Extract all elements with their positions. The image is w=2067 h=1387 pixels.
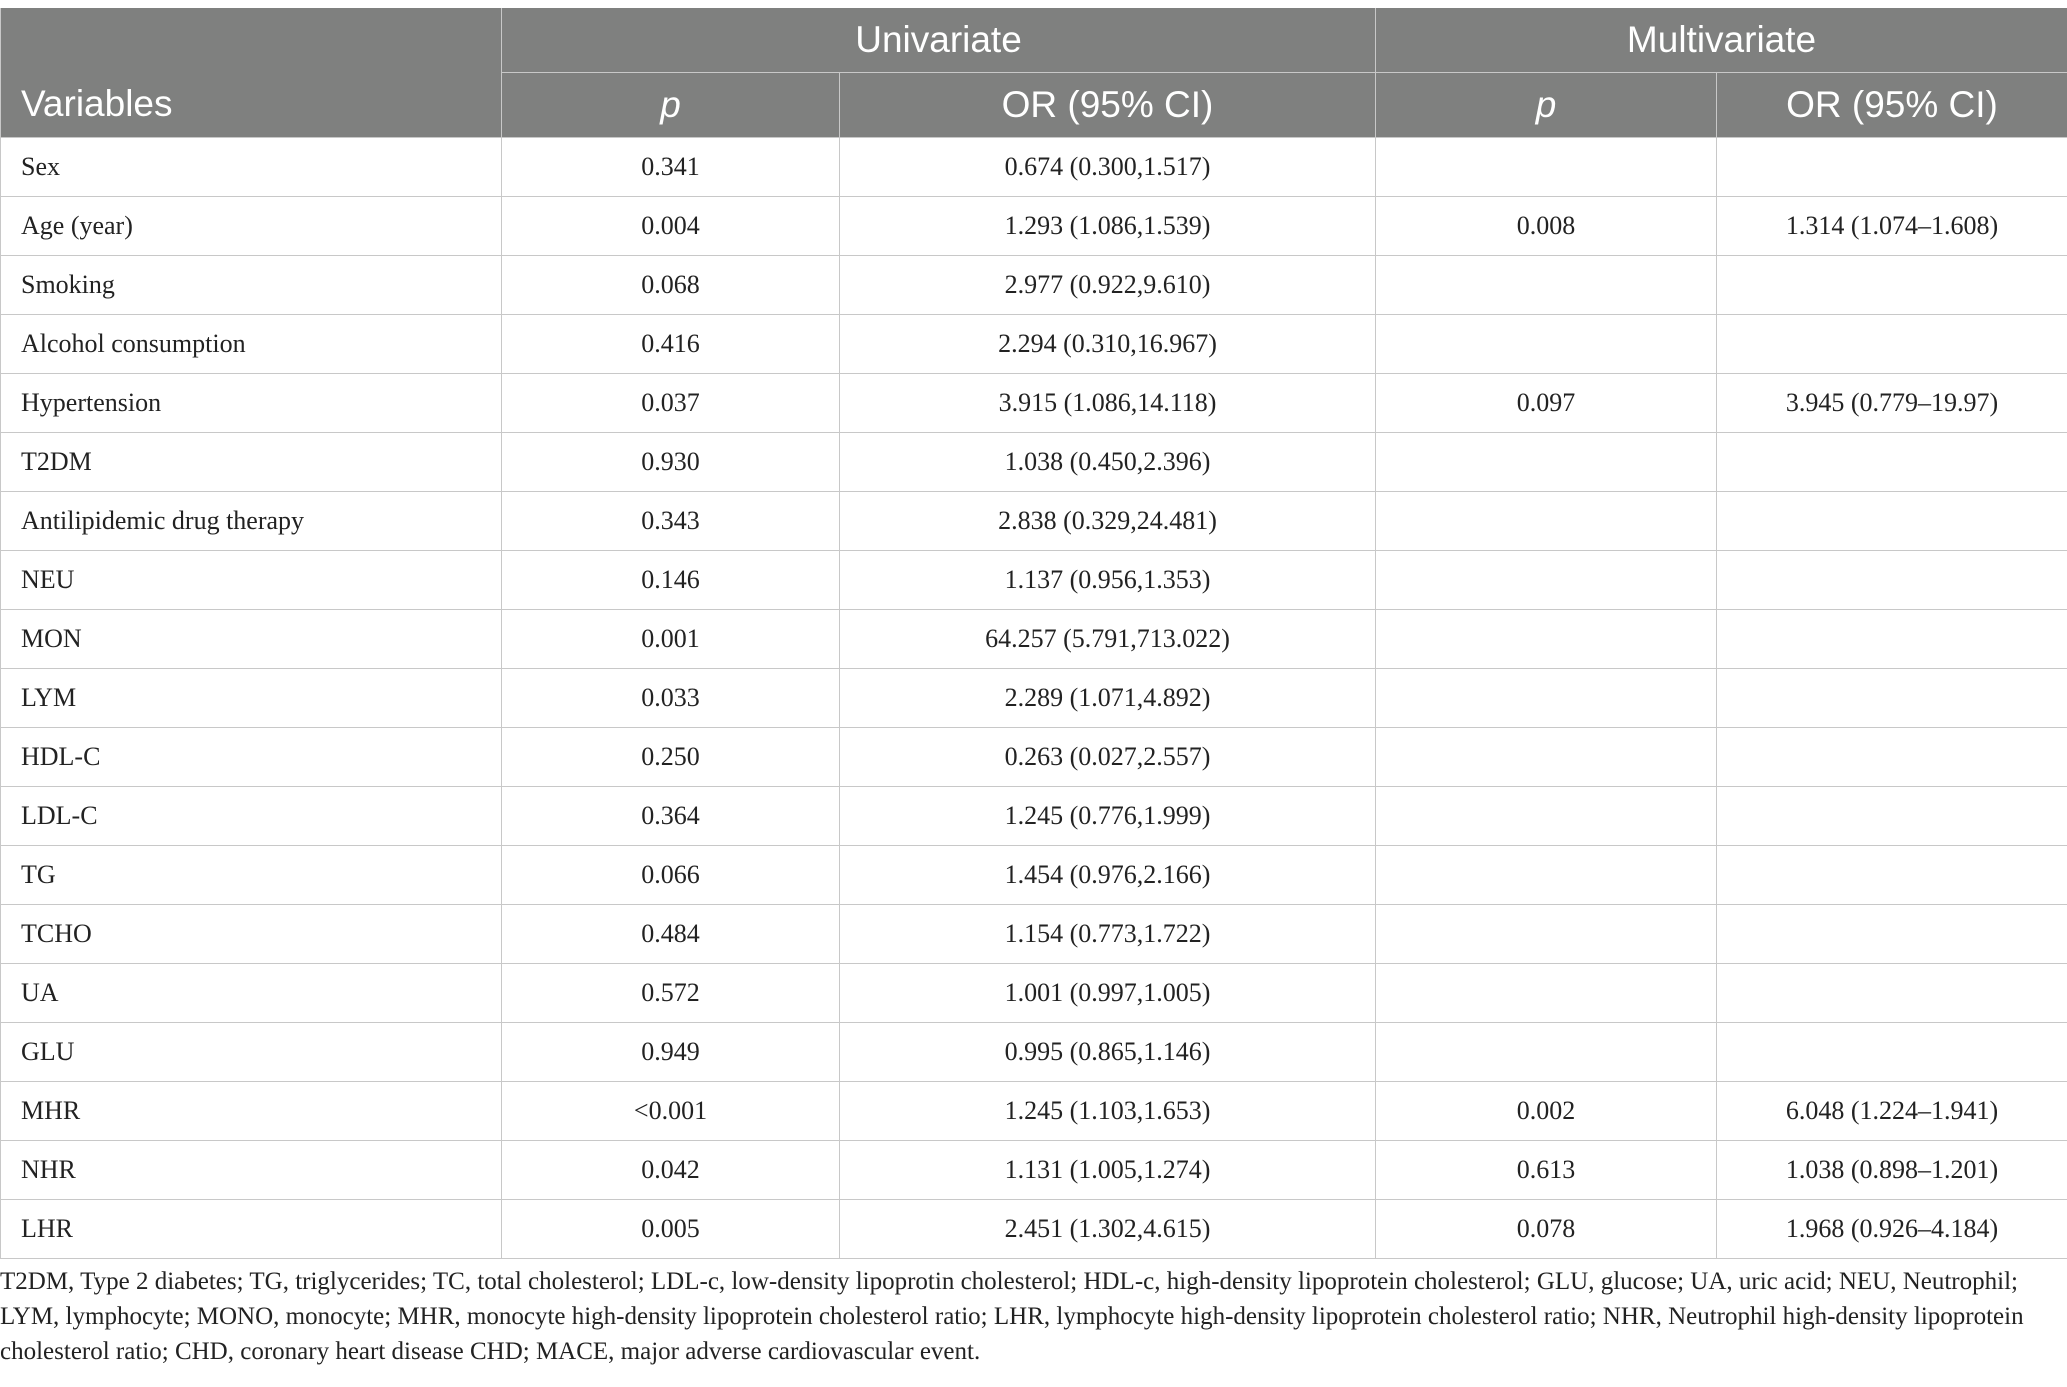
multivariate-or-cell [1717,610,2067,669]
table-row [1,374,2067,433]
univariate-or-cell: 2.451 (1.302,4.615) [840,1200,1376,1259]
variable-cell: Sex [1,138,502,197]
multivariate-or-cell [1717,669,2067,728]
multivariate-or-cell [1717,492,2067,551]
multivariate-p-cell [1376,315,1717,374]
table-row [1,1082,2067,1141]
univariate-or-header: OR (95% CI) [840,73,1376,138]
multivariate-p-cell [1376,905,1717,964]
univariate-p-cell: <0.001 [502,1082,840,1141]
variable-cell: LDL-C [1,787,502,846]
multivariate-or-cell: 1.314 (1.074–1.608) [1717,197,2067,256]
table-row [1,846,2067,905]
multivariate-p-cell [1376,610,1717,669]
univariate-p-cell: 0.068 [502,256,840,315]
multivariate-or-cell: 3.945 (0.779–19.97) [1717,374,2067,433]
table-row [1,551,2067,610]
univariate-or-cell: 1.245 (0.776,1.999) [840,787,1376,846]
multivariate-or-cell [1717,846,2067,905]
univariate-p-header: p [502,73,840,138]
univariate-or-cell: 0.263 (0.027,2.557) [840,728,1376,787]
variable-cell: LHR [1,1200,502,1259]
table-row [1,610,2067,669]
multivariate-or-cell: 1.038 (0.898–1.201) [1717,1141,2067,1200]
variable-cell: TCHO [1,905,502,964]
univariate-p-cell: 0.343 [502,492,840,551]
multivariate-p-cell [1376,728,1717,787]
table-row [1,138,2067,197]
table-header [1,8,2067,138]
variable-cell: MHR [1,1082,502,1141]
variable-cell: Hypertension [1,374,502,433]
univariate-or-cell: 2.294 (0.310,16.967) [840,315,1376,374]
table-row [1,1200,2067,1259]
table-row [1,787,2067,846]
table-row [1,669,2067,728]
multivariate-p-header: p [1376,73,1717,138]
multivariate-or-cell: 6.048 (1.224–1.941) [1717,1082,2067,1141]
univariate-or-cell: 2.289 (1.071,4.892) [840,669,1376,728]
variable-cell: UA [1,964,502,1023]
univariate-p-cell: 0.146 [502,551,840,610]
variable-cell: MON [1,610,502,669]
univariate-p-cell: 0.250 [502,728,840,787]
multivariate-or-cell [1717,433,2067,492]
multivariate-or-cell [1717,138,2067,197]
univariate-or-cell: 0.674 (0.300,1.517) [840,138,1376,197]
univariate-or-cell: 1.293 (1.086,1.539) [840,197,1376,256]
univariate-p-cell: 0.005 [502,1200,840,1259]
table-row [1,1023,2067,1082]
variable-cell: TG [1,846,502,905]
variable-cell: T2DM [1,433,502,492]
multivariate-or-cell [1717,964,2067,1023]
header-row-groups [1,8,2067,73]
univariate-p-cell: 0.484 [502,905,840,964]
multivariate-or-cell: 1.968 (0.926–4.184) [1717,1200,2067,1259]
table-body [1,138,2067,1259]
univariate-p-cell: 0.341 [502,138,840,197]
multivariate-or-cell [1717,315,2067,374]
univariate-or-cell: 64.257 (5.791,713.022) [840,610,1376,669]
multivariate-or-header: OR (95% CI) [1717,73,2067,138]
multivariate-or-cell [1717,256,2067,315]
multivariate-p-cell [1376,1023,1717,1082]
univariate-or-cell: 1.137 (0.956,1.353) [840,551,1376,610]
variable-cell: HDL-C [1,728,502,787]
multivariate-p-cell: 0.613 [1376,1141,1717,1200]
univariate-p-cell: 0.416 [502,315,840,374]
univariate-or-cell: 1.131 (1.005,1.274) [840,1141,1376,1200]
table-row [1,964,2067,1023]
multivariate-p-cell [1376,433,1717,492]
variable-cell: GLU [1,1023,502,1082]
univariate-or-cell: 1.245 (1.103,1.653) [840,1082,1376,1141]
univariate-or-cell: 3.915 (1.086,14.118) [840,374,1376,433]
multivariate-p-cell [1376,787,1717,846]
table-row [1,1141,2067,1200]
multivariate-p-cell [1376,256,1717,315]
multivariate-p-cell: 0.097 [1376,374,1717,433]
table-row [1,433,2067,492]
univariate-p-cell: 0.949 [502,1023,840,1082]
variable-cell: Antilipidemic drug therapy [1,492,502,551]
variable-cell: Age (year) [1,197,502,256]
multivariate-or-cell [1717,787,2067,846]
multivariate-or-cell [1717,728,2067,787]
univariate-or-cell: 1.154 (0.773,1.722) [840,905,1376,964]
multivariate-p-cell: 0.002 [1376,1082,1717,1141]
variable-cell: NHR [1,1141,502,1200]
univariate-p-cell: 0.001 [502,610,840,669]
table-footnote: T2DM, Type 2 diabetes; TG, triglycerides; TC, total cholesterol; LDL-c, low-density lipoprotin cholesterol; HDL-c, high-density lipoprotein cholesterol; GLU, glucose; UA, uric acid; NEU, Neutrophil; LYM, lymphocyte; MONO, monocyte; MHR, monocyte high-density lipoprotein cholesterol ratio; LHR, lymphocyte high-density lipoprotein cholesterol ratio; NHR, Neutrophil high-density lipoprotein cholesterol ratio; CHD, coronary heart disease CHD; MACE, major adverse cardiovascular event. [0,1268,2024,1365]
univariate-or-cell: 2.977 (0.922,9.610) [840,256,1376,315]
multivariate-p-cell [1376,964,1717,1023]
table-row [1,256,2067,315]
univariate-p-cell: 0.037 [502,374,840,433]
multivariate-p-cell [1376,138,1717,197]
variable-cell: Alcohol consumption [1,315,502,374]
table-row [1,728,2067,787]
multivariate-p-cell [1376,492,1717,551]
variables-column-header: Variables [1,8,502,138]
univariate-p-cell: 0.930 [502,433,840,492]
multivariate-p-cell [1376,669,1717,728]
univariate-p-cell: 0.042 [502,1141,840,1200]
univariate-or-cell: 1.038 (0.450,2.396) [840,433,1376,492]
multivariate-group-header: Multivariate [1376,8,2067,73]
multivariate-p-cell: 0.008 [1376,197,1717,256]
variable-cell: LYM [1,669,502,728]
univariate-or-cell: 1.001 (0.997,1.005) [840,964,1376,1023]
multivariate-p-cell: 0.078 [1376,1200,1717,1259]
univariate-p-cell: 0.364 [502,787,840,846]
multivariate-p-cell [1376,551,1717,610]
multivariate-or-cell [1717,551,2067,610]
variable-cell: NEU [1,551,502,610]
table-row [1,197,2067,256]
table-row [1,492,2067,551]
table-row [1,315,2067,374]
univariate-or-cell: 2.838 (0.329,24.481) [840,492,1376,551]
variable-cell: Smoking [1,256,502,315]
univariate-or-cell: 0.995 (0.865,1.146) [840,1023,1376,1082]
univariate-group-header: Univariate [502,8,1376,73]
multivariate-p-cell [1376,846,1717,905]
multivariate-or-cell [1717,905,2067,964]
multivariate-or-cell [1717,1023,2067,1082]
univariate-p-cell: 0.004 [502,197,840,256]
table-row [1,905,2067,964]
univariate-or-cell: 1.454 (0.976,2.166) [840,846,1376,905]
univariate-p-cell: 0.572 [502,964,840,1023]
regression-table-container [0,8,2067,1259]
regression-table [0,8,2067,1259]
univariate-p-cell: 0.033 [502,669,840,728]
univariate-p-cell: 0.066 [502,846,840,905]
